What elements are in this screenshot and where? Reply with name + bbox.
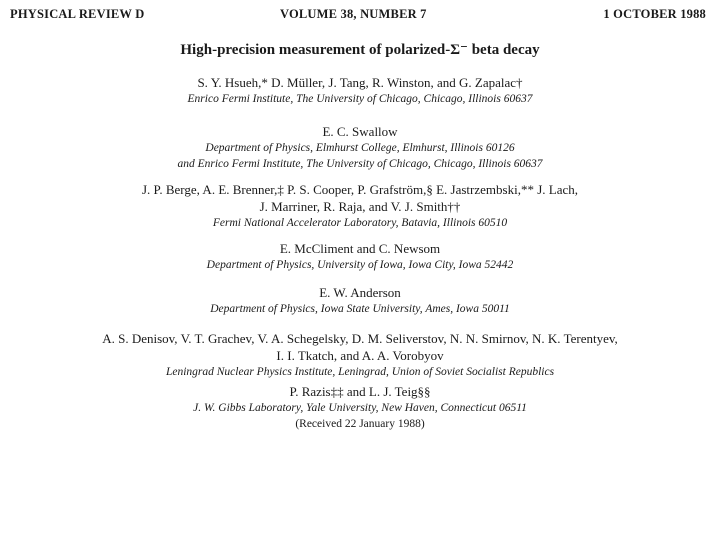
affiliation-line: Fermi National Accelerator Laboratory, Batavia, Illinois 60510 (212, 217, 508, 229)
journal-name: PHYSICAL REVIEW D (10, 7, 145, 21)
author-group-6 (0, 330, 720, 380)
author-group-3 (0, 181, 720, 231)
journal-header (10, 7, 706, 25)
author-group-2 (0, 123, 720, 172)
received-date: (Received 22 January 1988) (295, 418, 425, 430)
affiliation-line: J. W. Gibbs Laboratory, Yale University, New Haven, Connecticut 06511 (193, 402, 527, 414)
issue-date: 1 OCTOBER 1988 (603, 7, 706, 21)
author-line: J. P. Berge, A. E. Brenner,‡ P. S. Cooper, P. Grafström,§ E. Jastrzembski,** J. Lach, (142, 182, 578, 197)
author-line: E. C. Swallow (322, 124, 398, 139)
author-line: I. I. Tkatch, and A. A. Vorobyov (276, 348, 444, 363)
affiliation-line: and Enrico Fermi Institute, The University of Chicago, Chicago, Illinois 60637 (177, 158, 543, 170)
author-line: J. Marriner, R. Raja, and V. J. Smith†† (259, 199, 461, 214)
author-group-1 (0, 74, 720, 107)
author-line: E. W. Anderson (319, 285, 401, 300)
paper-title: High-precision measurement of polarized-Σ⁻ beta decay (180, 42, 540, 58)
author-line: S. Y. Hsueh,* D. Müller, J. Tang, R. Winston, and G. Zapalac† (197, 75, 523, 90)
author-group-7 (0, 383, 720, 432)
affiliation-line: Department of Physics, University of Iowa, Iowa City, Iowa 52442 (206, 259, 514, 271)
author-group-4 (0, 240, 720, 273)
author-line: P. Razis‡‡ and L. J. Teig§§ (289, 384, 431, 399)
affiliation-line: Department of Physics, Iowa State University, Ames, Iowa 50011 (210, 303, 510, 315)
affiliation-line: Enrico Fermi Institute, The University of Chicago, Chicago, Illinois 60637 (187, 93, 533, 105)
affiliation-line: Department of Physics, Elmhurst College, Elmhurst, Illinois 60126 (205, 142, 515, 154)
author-group-5 (0, 284, 720, 317)
affiliation-line: Leningrad Nuclear Physics Institute, Leningrad, Union of Soviet Socialist Republics (165, 366, 555, 378)
author-line: E. McCliment and C. Newsom (279, 241, 441, 256)
author-line: A. S. Denisov, V. T. Grachev, V. A. Schegelsky, D. M. Seliverstov, N. N. Smirnov, N. K. Terentyev, (102, 331, 618, 346)
volume-number: VOLUME 38, NUMBER 7 (280, 7, 427, 21)
